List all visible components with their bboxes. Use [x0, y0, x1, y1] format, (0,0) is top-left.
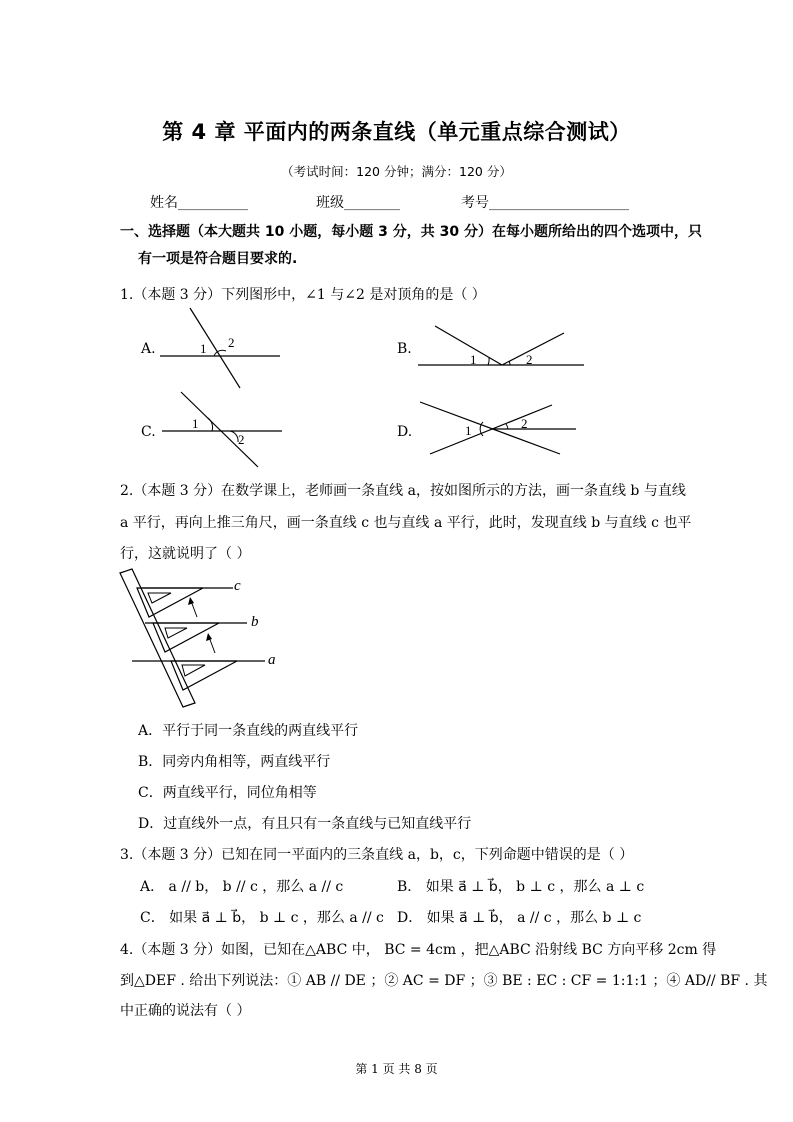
q4-stem-line2: 到△DEF . 给出下列说法：① AB // DE ；② AC = DF ；③ BE : EC : CF = 1:1:1 ；④ AD// BF . 其: [120, 973, 768, 989]
q2-figure-triangle-ruler: [115, 565, 285, 715]
q2-stem-line3: 行，这就说明了（ ）: [120, 546, 251, 562]
section-heading-line1: 一、选择题（本大题共 10 小题，每小题 3 分，共 30 分）在每小题所给出的四个选项中，只: [120, 224, 702, 240]
q1-option-b-label: B.: [397, 341, 412, 357]
page-footer: 第 1 页 共 8 页: [355, 1062, 438, 1076]
q1a-angle-2: 2: [228, 335, 235, 350]
q1-figure-a: [160, 305, 285, 390]
line-label-b: b: [251, 614, 259, 630]
line-label-c: c: [234, 578, 241, 594]
q1-figure-b: [418, 322, 588, 372]
q1-figure-c: [162, 390, 287, 470]
q3-option-b: B． 如果 a⃗ ⊥ b⃗， b ⊥ c ，那么 a ⊥ c: [397, 879, 645, 895]
q1c-angle-1: 1: [192, 416, 199, 431]
q1d-angle-1: 1: [465, 423, 472, 438]
exam-subtitle: （考试时间：120 分钟；满分：120 分）: [281, 164, 512, 179]
q2-option-c: C．两直线平行，同位角相等: [138, 785, 317, 801]
q1-figure-d: [420, 398, 580, 460]
q3-option-d: D． 如果 a⃗ ⊥ b⃗， a // c ，那么 b ⊥ c: [397, 910, 642, 926]
q1d-angle-2: 2: [521, 416, 528, 431]
class-field: 班级________: [316, 195, 400, 211]
q2-stem-line1: 2.（本题 3 分）在数学课上，老师画一条直线 a，按如图所示的方法，画一条直线 b 与直线: [120, 483, 686, 499]
page-title: 第 4 章 平面内的两条直线（单元重点综合测试）: [162, 120, 631, 144]
q3-option-c: C． 如果 a⃗ ⊥ b⃗， b ⊥ c ，那么 a // c: [140, 910, 384, 926]
q1-option-d-label: D.: [397, 424, 413, 440]
q2-option-b: B．同旁内角相等，两直线平行: [138, 754, 331, 770]
q2-option-a: A．平行于同一条直线的两直线平行: [138, 723, 359, 739]
q1-stem: 1.（本题 3 分）下列图形中，∠1 与∠2 是对顶角的是（ ）: [120, 287, 486, 303]
section-heading-line2: 有一项是符合题目要求的.: [138, 251, 298, 267]
name-field: 姓名__________: [150, 195, 248, 211]
q1-option-a-label: A.: [141, 341, 156, 357]
q2-option-d: D．过直线外一点，有且只有一条直线与已知直线平行: [138, 816, 472, 832]
q1b-angle-2: 2: [526, 352, 533, 367]
q3-option-a: A． a // b， b // c ，那么 a // c: [140, 879, 344, 895]
q1b-angle-1: 1: [470, 352, 477, 367]
q1-option-c-label: C.: [141, 424, 156, 440]
q3-stem: 3.（本题 3 分）已知在同一平面内的三条直线 a，b，c，下列命题中错误的是（ ）: [120, 847, 634, 863]
q4-stem-line1: 4.（本题 3 分）如图，已知在△ABC 中， BC = 4cm ，把△ABC 沿射线 BC 方向平移 2cm 得: [120, 942, 717, 958]
q4-stem-line3: 中正确的说法有（ ）: [120, 1003, 251, 1019]
q2-stem-line2: a 平行，再向上推三角尺，画一条直线 c 也与直线 a 平行，此时，发现直线 b 与直线 c 也平: [120, 515, 692, 531]
q1a-angle-1: 1: [200, 341, 207, 356]
line-label-a: a: [268, 652, 276, 668]
q1c-angle-2: 2: [238, 432, 245, 447]
number-field: 考号____________________: [461, 195, 629, 211]
